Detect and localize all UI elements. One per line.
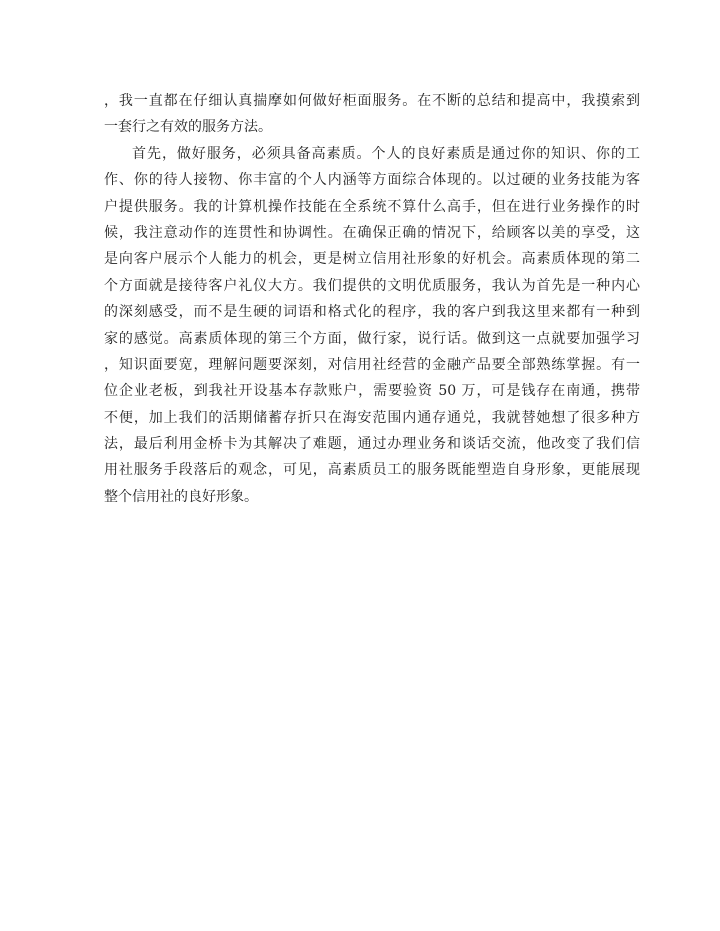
text-line: 位企业老板，到我社开设基本存款账户，需要验资 50 万，可是钱存在南通，携带 <box>104 383 640 400</box>
text-line: 法，最后利用金桥卡为其解决了难题，通过办理业务和谈话交流，他改变了我们信 <box>104 436 640 453</box>
text-line: ，知识面要宽，理解问题要深刻，对信用社经营的金融产品要全部熟练掌握。有一 <box>104 356 640 373</box>
text-line: 户提供服务。我的计算机操作技能在全系统不算什么高手，但在进行业务操作的时 <box>104 198 640 215</box>
text-line: 不便，加上我们的活期储蓄存折只在海安范围内通存通兑，我就替她想了很多种方 <box>104 409 640 426</box>
text-line: 候，我注意动作的连贯性和协调性。在确保正确的情况下，给顾客以美的享受，这 <box>104 224 640 241</box>
text-line: 整个信用社的良好形象。 <box>104 488 258 505</box>
document-body <box>104 88 640 510</box>
paragraph-2 <box>104 141 640 510</box>
text-line: 的深刻感受，而不是生硬的词语和格式化的程序，我的客户到我这里来都有一种到 <box>104 304 640 321</box>
text-line: 个方面就是接待客户礼仪大方。我们提供的文明优质服务，我认为首先是一种内心 <box>104 277 640 294</box>
text-line: ，我一直都在仔细认真揣摩如何做好柜面服务。在不断的总结和提高中，我摸索到 <box>104 93 640 109</box>
text-line: 是向客户展示个人能力的机会，更是树立信用社形象的好机会。高素质体现的第二 <box>104 251 640 268</box>
text-line: 作、你的待人接物、你丰富的个人内涵等方面综合体现的。以过硬的业务技能为客 <box>104 172 640 189</box>
text-line: 家的感觉。高素质体现的第三个方面，做行家，说行话。做到这一点就要加强学习 <box>104 330 640 347</box>
text-line: 一套行之有效的服务方法。 <box>104 119 272 136</box>
paragraph-1 <box>104 88 640 141</box>
text-line: 首先，做好服务，必须具备高素质。个人的良好素质是通过你的知识、你的工 <box>132 145 640 162</box>
text-line: 用社服务手段落后的观念，可见，高素质员工的服务既能塑造自身形象，更能展现 <box>104 462 640 479</box>
